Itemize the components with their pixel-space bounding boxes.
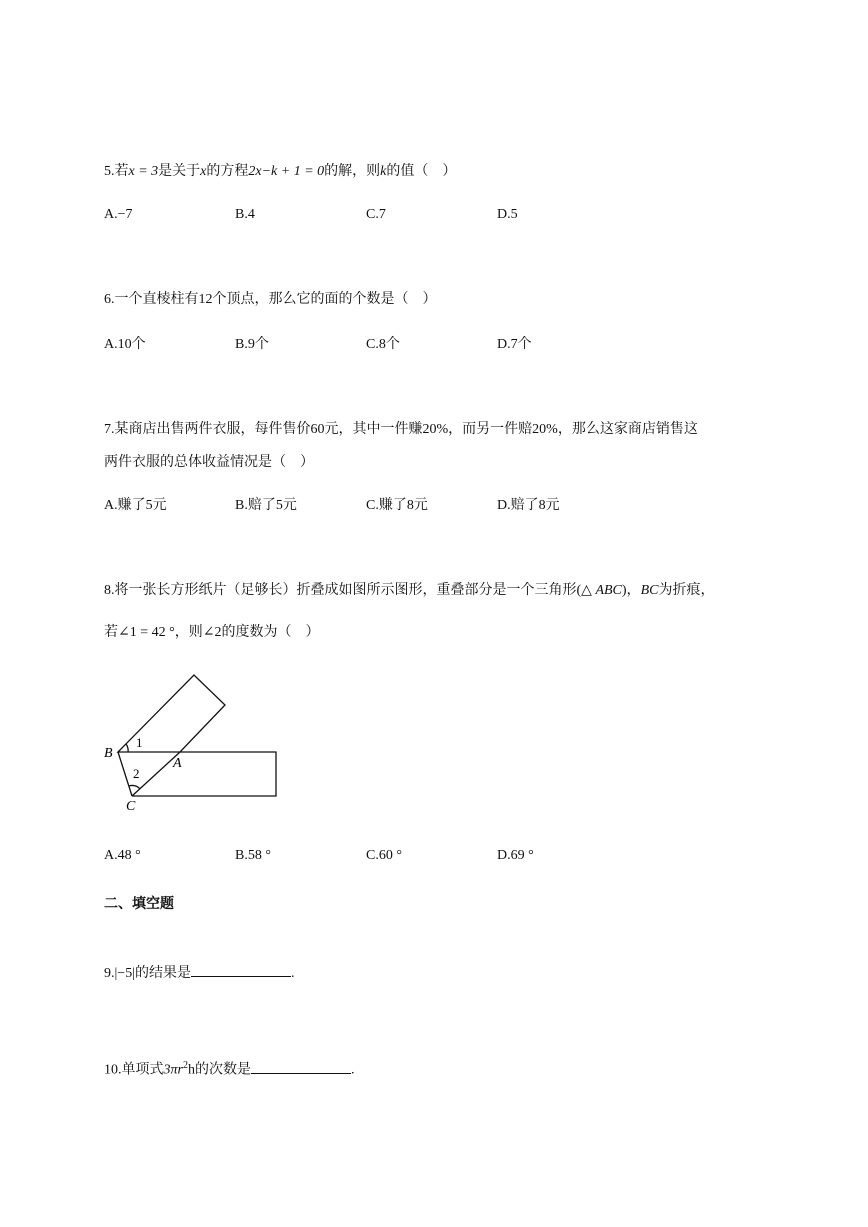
option-value: 7 [378,207,386,222]
q8-angle-2: ∠2 [202,625,222,640]
question-8-line-2 [104,623,319,643]
q9-number: 9. [104,966,115,981]
q5-equation: 2x−k + 1 = 0 [248,164,325,179]
q8-text: 8.将一张长方形纸片（足够长）折叠成如图所示图形，重叠部分是一个三角形( [104,583,582,598]
question-10 [104,1056,354,1081]
option-label: A. [104,848,118,863]
q8-option-d[interactable] [497,846,534,866]
label-c: C [126,799,136,814]
option-value: 69 ° [510,848,534,863]
option-value: 8 [378,337,386,352]
q5-math-var: x [200,164,207,179]
tilted-strip [118,675,225,752]
question-5 [104,162,456,182]
question-7-line-1 [104,420,698,440]
q8-option-c[interactable] [366,846,402,866]
q7-text: ，那么这家商店销售这 [557,422,698,437]
q10-answer-blank[interactable] [251,1059,351,1074]
question-6 [104,290,437,310]
option-unit: 个 [254,337,269,352]
option-unit: 元 [152,498,167,513]
q8-text: 若 [104,625,118,640]
q8-text: ，则 [174,625,203,640]
q10-text: 的次数是 [194,1062,251,1078]
q8-option-a[interactable] [104,846,141,866]
q10-period: . [350,1062,355,1078]
q5-text: 是关于 [158,164,201,179]
option-unit: 元 [282,498,297,513]
angle-2-arc [129,785,140,789]
option-label: C.赚了 [366,498,407,513]
q6-text: 6.一个直棱柱有 [104,292,199,307]
q8-text: )， [621,583,641,598]
fold-line-bc [118,752,132,796]
option-value: 5 [145,498,153,513]
q6-number: 12 [198,292,213,307]
q7-text: 7.某商店出售两件衣服，每件售价 [104,422,311,437]
option-label: B.赔了 [235,498,276,513]
q5-option-b[interactable] [235,205,255,225]
option-value: 8 [538,498,546,513]
option-value: 10 [117,337,132,352]
q5-text: 的方程 [206,164,249,179]
q10-monomial: 3πr [163,1062,183,1078]
option-label: A.赚了 [104,498,146,513]
option-value: 60 ° [378,848,402,863]
option-label: B. [235,848,248,863]
option-value: 5 [275,498,283,513]
q7-option-b[interactable] [235,496,297,516]
q7-option-d[interactable] [497,496,560,516]
option-label: B. [235,207,248,222]
option-unit: 个 [131,337,146,352]
option-unit: 元 [413,498,428,513]
option-label: C. [366,337,379,352]
option-label: D. [497,337,511,352]
q10-variable-h: h [187,1062,195,1078]
option-label: D. [497,207,511,222]
option-value: 58 ° [247,848,271,863]
option-label: D.赔了 [497,498,539,513]
q5-option-d[interactable] [497,205,518,225]
option-unit: 个 [385,337,400,352]
q5-option-c[interactable] [366,205,386,225]
option-label: B. [235,337,248,352]
option-value: 48 ° [117,848,141,863]
q8-option-b[interactable] [235,846,271,866]
q8-text: 的度数为（ ） [221,625,320,640]
q7-price: 60 [310,422,325,437]
option-value: 7 [510,337,518,352]
q9-answer-blank[interactable] [191,962,291,977]
q9-expression: |−5| [114,966,136,981]
horizontal-strip [132,752,276,796]
q6-text: 个顶点，那么它的面的个数是（ ） [212,292,437,307]
label-angle-2: 2 [133,766,140,781]
section-title: 二、填空题 [104,896,174,912]
q7-text: ，而另一件赔 [448,422,533,437]
option-unit: 个 [517,337,532,352]
q7-percent-gain: 20% [422,422,449,437]
option-label: D. [497,848,511,863]
q5-option-a[interactable] [104,205,133,225]
option-value: 8 [406,498,414,513]
question-8-line-1 [104,581,714,601]
q8-figure [100,668,300,818]
option-label: C. [366,848,379,863]
option-value: −7 [117,207,133,222]
label-b: B [104,746,113,761]
q8-angle-1: ∠1 = 42 ° [118,625,175,640]
q6-option-a[interactable] [104,335,146,355]
option-unit: 元 [545,498,560,513]
q7-percent-loss: 20% [532,422,558,437]
option-value: 9 [247,337,255,352]
question-9 [104,962,295,984]
option-value: 5 [510,207,518,222]
label-angle-1: 1 [136,735,143,750]
q6-option-b[interactable] [235,335,269,355]
option-value: 4 [247,207,255,222]
q10-text: 10.单项式 [104,1062,164,1078]
q6-option-c[interactable] [366,335,400,355]
q5-text: 若 [114,164,129,179]
q9-text: 的结果是 [135,966,192,981]
angle-1-arc [126,744,128,752]
q8-triangle: △ ABC [581,583,622,598]
q7-text: 元，其中一件赚 [324,422,423,437]
q7-option-a[interactable] [104,496,167,516]
q7-option-c[interactable] [366,496,428,516]
q5-text: 的值（ ） [386,164,457,179]
q7-text: 两件衣服的总体收益情况是（ ） [104,455,314,470]
q8-segment: BC [640,583,659,598]
option-label: C. [366,207,379,222]
q5-math-k: k [380,164,387,179]
q6-option-d[interactable] [497,335,532,355]
label-a: A [173,756,182,771]
q9-period: . [291,966,295,981]
question-7-line-2 [104,453,314,473]
q5-text: 的解，则 [324,164,381,179]
option-label: A. [104,337,118,352]
q10-exponent: 2 [182,1060,188,1071]
q8-text: 为折痕， [658,583,715,598]
option-label: A. [104,207,118,222]
q5-number: 5. [104,164,115,179]
q5-math-x: x = 3 [128,164,159,179]
